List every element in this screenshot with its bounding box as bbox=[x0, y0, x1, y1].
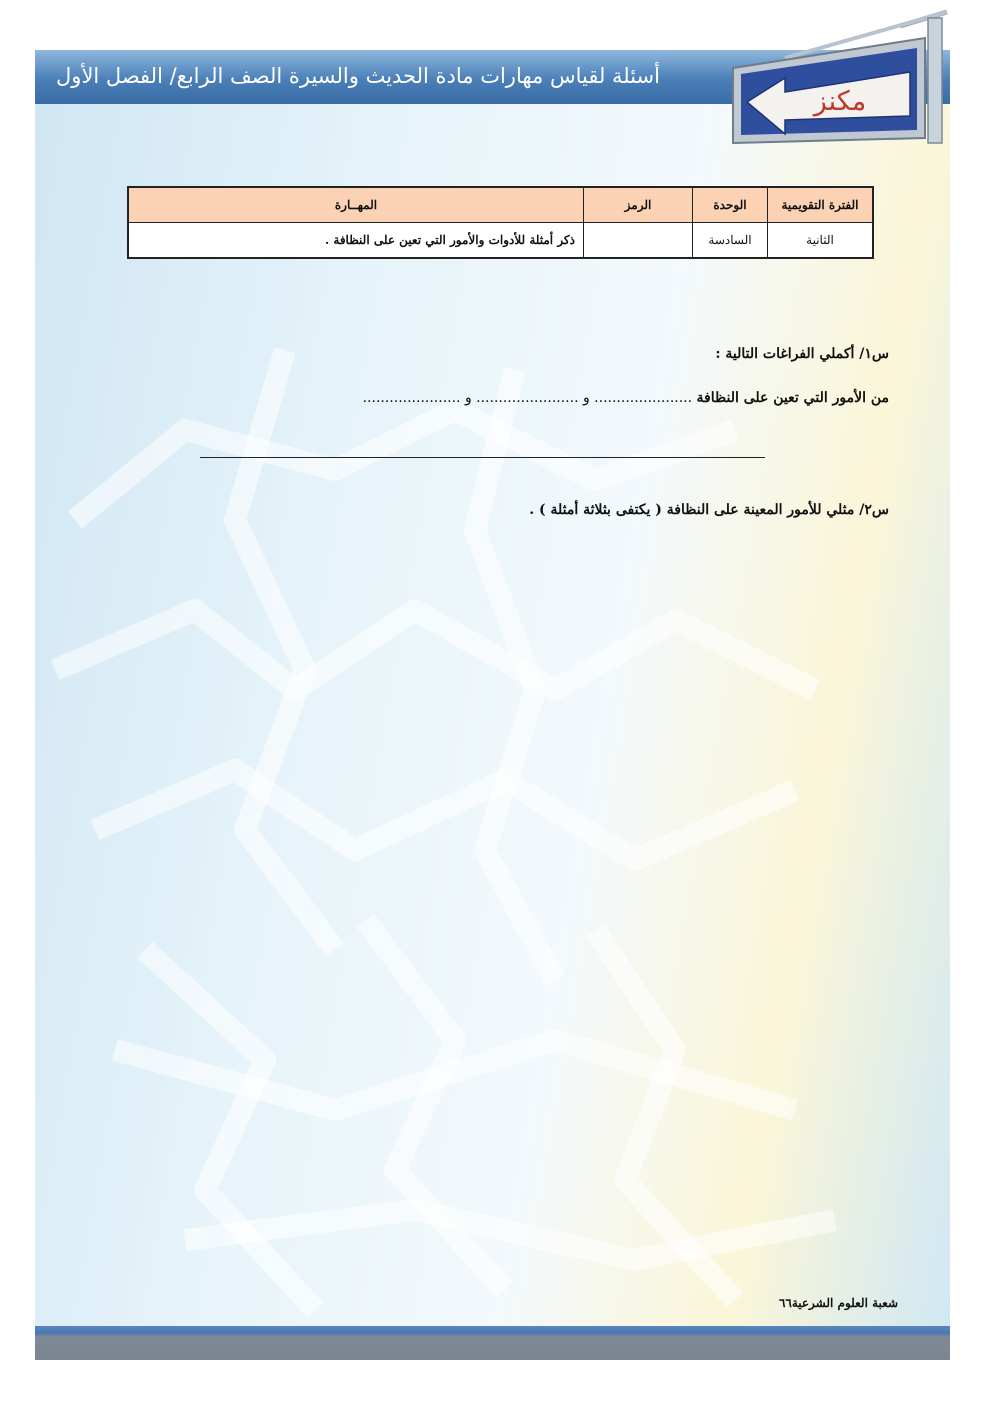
header-cell-skill: المهــارة bbox=[128, 187, 584, 223]
question-1-line bbox=[363, 390, 889, 406]
question-2-title: س٢/ مثلي للأمور المعينة على النظافة ( يكتفى بثلاثة أمثلة ) . bbox=[529, 502, 889, 518]
cell-period: الثانية bbox=[768, 223, 874, 259]
cell-code bbox=[584, 223, 693, 259]
header-cell-code: الرمز bbox=[584, 187, 693, 223]
header-cell-unit: الوحدة bbox=[693, 187, 768, 223]
header-title: أسئلة لقياس مهارات مادة الحديث والسيرة الصف الرابع/ الفصل الأول bbox=[56, 64, 660, 88]
table-row bbox=[128, 223, 873, 259]
question-1-line-text: من الأمور التي تعين على النظافة bbox=[696, 390, 889, 406]
signpost-icon bbox=[725, 8, 955, 148]
footer-text: شعبة العلوم الشرعية٦٦ bbox=[778, 1296, 898, 1310]
question-1-blanks: ...................... و ....................... و ...................... bbox=[362, 390, 697, 406]
skills-table bbox=[127, 186, 874, 259]
cell-unit: السادسة bbox=[693, 223, 768, 259]
question-1-title: س١/ أكملي الفراغات التالية : bbox=[715, 346, 889, 362]
sign-label: مكنز bbox=[813, 86, 867, 117]
header-cell-period: الفترة التقويمية bbox=[768, 187, 874, 223]
divider-line bbox=[200, 457, 765, 458]
footer-band bbox=[35, 1326, 950, 1360]
cell-skill: ذكر أمثلة للأدوات والأمور التي تعين على النظافة . bbox=[128, 223, 584, 259]
table-header-row bbox=[128, 187, 873, 223]
